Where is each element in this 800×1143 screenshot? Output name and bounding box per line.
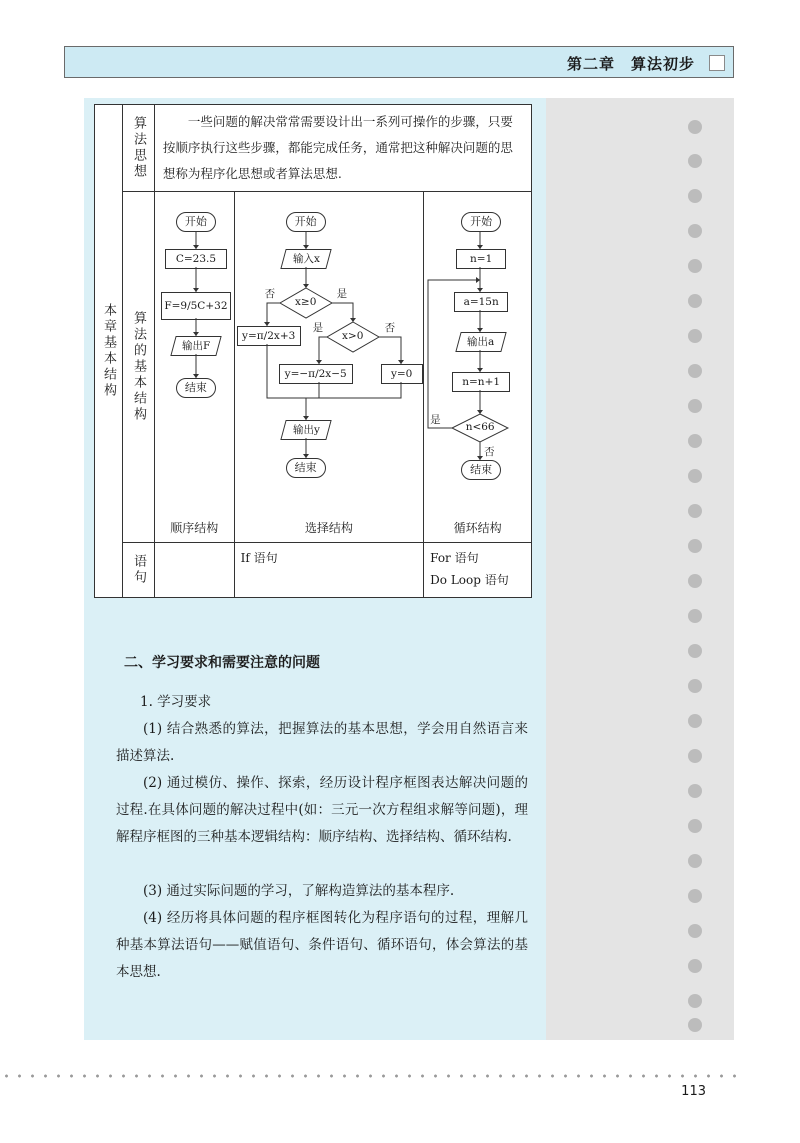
page-number: 113 (681, 1084, 706, 1099)
chapter-header (64, 46, 734, 78)
binder-hole-icon (688, 294, 702, 308)
seq-output-label: 输出F (181, 340, 211, 352)
binder-hole-icon (688, 854, 702, 868)
binder-hole-icon (688, 259, 702, 273)
requirement-2: (2) 通过模仿、操作、探索，经历设计程序框图表达解决问题的过程.在具体问题的解决过程中(如：三元一次方程组求解等问题)，理解程序框图的三种基本逻辑结构：顺序结构、选择结构、循环结构. (116, 775, 528, 845)
binder-hole-icon (688, 224, 702, 238)
seq-end: 结束 (176, 378, 216, 398)
binder-hole-icon (688, 120, 702, 134)
chapter-structure-table (94, 104, 532, 598)
binder-hole-icon (688, 504, 702, 518)
algorithm-idea-text: 一些问题的解决常常需要设计出一系列可操作的步骤，只要按顺序执行这些步骤，都能完成任务，通常把这种解决问题的思想称为程序化思想或者算法思想. (162, 114, 513, 181)
sel-start: 开始 (286, 212, 326, 232)
sel-yes-label-1: 是 (336, 288, 348, 300)
row2-label: 算法的基本结构 (130, 311, 146, 423)
sel-left-formula: y=π/2x+3 (237, 326, 301, 346)
outer-label: 本章基本结构 (100, 303, 116, 399)
section-subtitle: 1. 学习要求 (140, 694, 212, 710)
row3-sel-cell (234, 543, 423, 598)
seq-start: 开始 (176, 212, 216, 232)
row1-label-cell (122, 105, 154, 192)
binder-hole-icon (688, 819, 702, 833)
binder-hole-icon (688, 644, 702, 658)
sel-input-label: 输入x (292, 253, 320, 265)
requirement-3: (3) 通过实际问题的学习，了解构造算法的基本程序. (143, 883, 455, 899)
sel-mid-formula: y=−π/2x−5 (279, 364, 353, 384)
binder-hole-icon (688, 469, 702, 483)
loop-structure-cell (424, 192, 532, 543)
binder-hole-icon (688, 924, 702, 938)
header-square-icon (709, 55, 725, 71)
binder-hole-icon (688, 714, 702, 728)
row1-text-cell (154, 105, 531, 192)
seq-formula: F=9/5C+32 (161, 292, 231, 320)
binder-hole-icon (688, 1018, 702, 1032)
binder-hole-icon (688, 539, 702, 553)
sel-yes-label-2: 是 (312, 322, 324, 334)
section-title: 二、学习要求和需要注意的问题 (124, 655, 320, 671)
sel-right-formula: y=0 (381, 364, 423, 384)
loop-statements (424, 543, 531, 595)
sel-cond1: x≥0 (294, 296, 317, 308)
loop-increment: n=n+1 (452, 372, 510, 392)
binder-margin (546, 98, 734, 1040)
binder-hole-icon (688, 189, 702, 203)
row3-label: 语句 (130, 554, 146, 586)
row3-label-cell (122, 543, 154, 598)
sel-output (280, 420, 331, 440)
loop-caption: 循环结构 (453, 521, 502, 535)
sel-end: 结束 (286, 458, 326, 478)
sequence-structure-cell (154, 192, 234, 543)
binder-hole-icon (688, 959, 702, 973)
loop-output (455, 332, 506, 352)
binder-hole-icon (688, 784, 702, 798)
loop-connectors (424, 192, 532, 542)
loop-end: 结束 (461, 460, 501, 480)
sel-cond2: x>0 (341, 330, 364, 342)
row1-label: 算法思想 (130, 116, 146, 180)
selection-structure-cell (234, 192, 423, 543)
outer-label-cell (95, 105, 123, 598)
selection-statement: If 语句 (240, 551, 278, 565)
loop-statement-doloop: Do Loop 语句 (430, 573, 509, 587)
sel-output-label: 输出y (292, 424, 320, 436)
seq-output (170, 336, 221, 356)
binder-hole-icon (688, 749, 702, 763)
sel-no-label-1: 否 (264, 288, 276, 300)
requirement-1: (1) 结合熟悉的算法，把握算法的基本思想，学会用自然语言来描述算法. (116, 721, 528, 764)
binder-hole-icon (688, 154, 702, 168)
binder-hole-icon (688, 434, 702, 448)
loop-no-label: 否 (484, 446, 495, 458)
requirement-4: (4) 经历将具体问题的程序框图转化为程序语句的过程，理解几种基本算法语句——赋值语句、条件语句、循环语句，体会算法的基本思想. (116, 910, 528, 980)
binder-hole-icon (688, 399, 702, 413)
loop-output-label: 输出a (467, 336, 495, 348)
row3-seq-cell (154, 543, 234, 598)
loop-statement-for: For 语句 (430, 551, 479, 565)
loop-start: 开始 (461, 212, 501, 232)
loop-yes-label: 是 (430, 414, 441, 426)
binder-hole-icon (688, 574, 702, 588)
seq-assign: C=23.5 (165, 249, 227, 269)
binder-hole-icon (688, 609, 702, 623)
sel-no-label-2: 否 (384, 322, 396, 334)
sel-input (280, 249, 331, 269)
loop-init: n=1 (456, 249, 506, 269)
binder-hole-icon (688, 994, 702, 1008)
chapter-title: 第二章 算法初步 (566, 55, 695, 73)
binder-hole-icon (688, 329, 702, 343)
binder-hole-icon (688, 364, 702, 378)
sequence-connectors (155, 192, 235, 542)
row3-loop-cell (424, 543, 532, 598)
row2-label-cell (122, 192, 154, 543)
footer-dotted-rule (0, 1074, 740, 1078)
sel-caption: 选择结构 (304, 521, 353, 535)
loop-assign: a=15n (454, 292, 508, 312)
seq-caption: 顺序结构 (170, 521, 219, 535)
binder-hole-icon (688, 889, 702, 903)
loop-cond: n<66 (465, 421, 495, 433)
binder-hole-icon (688, 679, 702, 693)
